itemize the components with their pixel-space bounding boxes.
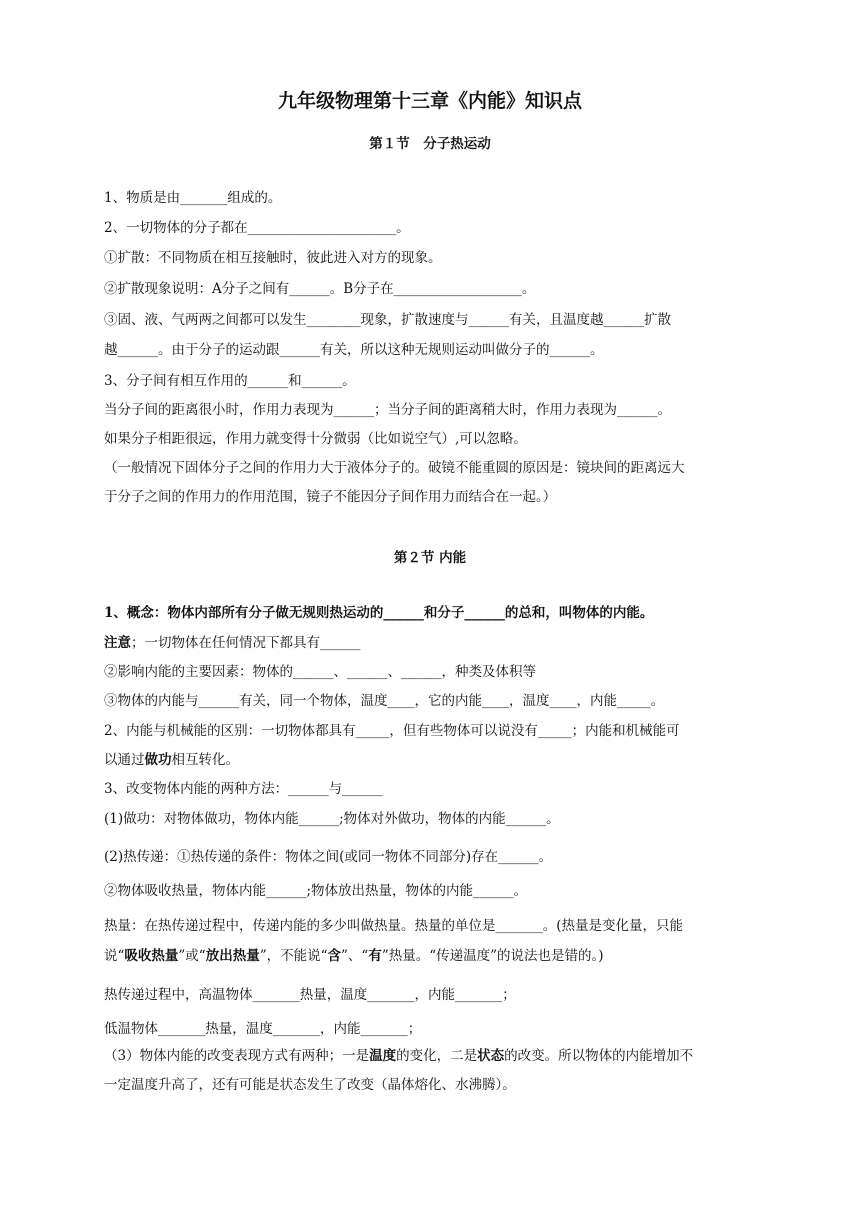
- text-line: 3、分子间有相互作用的______和______。: [104, 373, 356, 389]
- text-line: 热量：在热传递过程中，传递内能的多少叫做热量。热量的单位是_______。(热量是变化量，只能: [104, 918, 684, 934]
- text-line: 2、内能与机械能的区别：一切物体都具有_____，但有些物体可以说没有_____；内能和机械能可: [104, 723, 680, 739]
- work-bold: 做功: [144, 752, 172, 768]
- section-2-heading: 第２节 内能: [393, 550, 467, 566]
- note-label: 注意: [104, 635, 131, 651]
- text-line: 低温物体_______热量，温度_______，内能_______；: [104, 1021, 422, 1037]
- page-title: 九年级物理第十三章《内能》知识点: [277, 90, 582, 112]
- text-line: 2、一切物体的分子都在______________________。: [104, 220, 410, 236]
- change-line: [104, 1047, 764, 1065]
- text-line: 1、物质是由_______组成的。: [104, 190, 282, 206]
- text-line: ②扩散现象说明：A分子之间有______。B分子在___________________。: [104, 281, 536, 297]
- text-line: 越______。由于分子的运动跟______有关，所以这种无规则运动叫做分子的______。: [104, 342, 604, 358]
- change-text: 的变化，二是: [396, 1048, 478, 1064]
- text-line: （一般情况下固体分子之间的作用力大于液体分子的。破镜不能重圆的原因是：镜块间的距离远大: [104, 460, 685, 476]
- note-line: [104, 634, 764, 652]
- concept-line: 1、概念：物体内部所有分子做无规则热运动的______和分子______的总和，叫物体的内能。: [104, 605, 654, 621]
- text-line: 当分子间的距离很小时，作用力表现为______；当分子间的距离稍大时，作用力表现为______。: [104, 402, 671, 418]
- text-line: 如果分子相距很远，作用力就变得十分微弱（比如说空气）,可以忽略。: [104, 431, 527, 447]
- text-line: ③固、液、气两两之间都可以发生________现象，扩散速度与______有关，且温度越______扩散: [104, 312, 671, 328]
- change-bold: 状态: [477, 1048, 505, 1064]
- say-text: ”，不能说“: [259, 948, 328, 964]
- text-line: 热传递过程中，高温物体_______热量，温度_______，内能_______；: [104, 987, 516, 1003]
- say-bold: 含: [327, 948, 342, 964]
- text-line: ①扩散：不同物质在相互接触时，彼此进入对方的现象。: [104, 250, 442, 266]
- section-1-heading: 第１节 分子热运动: [369, 136, 491, 152]
- text-line: ③物体的内能与______有关，同一个物体，温度____，它的内能____，温度____，内能_____。: [104, 693, 665, 709]
- say-line: [104, 947, 764, 965]
- say-text: ”或“: [178, 948, 206, 964]
- work-pre: 以通过: [104, 752, 145, 768]
- say-text: ”、“: [341, 948, 369, 964]
- say-bold: 放出热量: [205, 948, 260, 964]
- text-line: ②物体吸收热量，物体内能______;物体放出热量，物体的内能______。: [104, 883, 528, 899]
- work-post: 相互转化。: [171, 752, 239, 768]
- say-bold: 有: [368, 948, 382, 964]
- text-line: 3、改变物体内能的两种方法：______与______: [104, 781, 383, 797]
- say-text: 说“: [104, 948, 125, 964]
- say-text: ”热量。“传递温度”的说法也是错的。): [381, 948, 604, 964]
- work-line: [104, 751, 764, 769]
- text-line: 于分子之间的作用力的作用范围，镜子不能因分子间作用力而结合在一起。）: [104, 489, 557, 505]
- text-line: (2)热传递：①热传递的条件：物体之间(或同一物体不同部分)存在______。: [104, 849, 553, 865]
- change-bold: 温度: [369, 1048, 397, 1064]
- text-line: ②影响内能的主要因素：物体的______、______、______，种类及体积等: [104, 664, 536, 680]
- text-line: 一定温度升高了，还有可能是状态发生了改变（晶体熔化、水沸腾）。: [104, 1077, 516, 1093]
- note-text: ；一切物体在任何情况下都具有______: [131, 635, 361, 651]
- change-text: （3）物体内能的改变表现方式有两种；一是: [104, 1048, 370, 1064]
- change-text: 的改变。所以物体的内能增加不: [504, 1048, 694, 1064]
- text-line: (1)做功：对物体做功，物体内能______;物体对外做功，物体的内能______。: [104, 811, 560, 827]
- say-bold: 吸收热量: [124, 948, 179, 964]
